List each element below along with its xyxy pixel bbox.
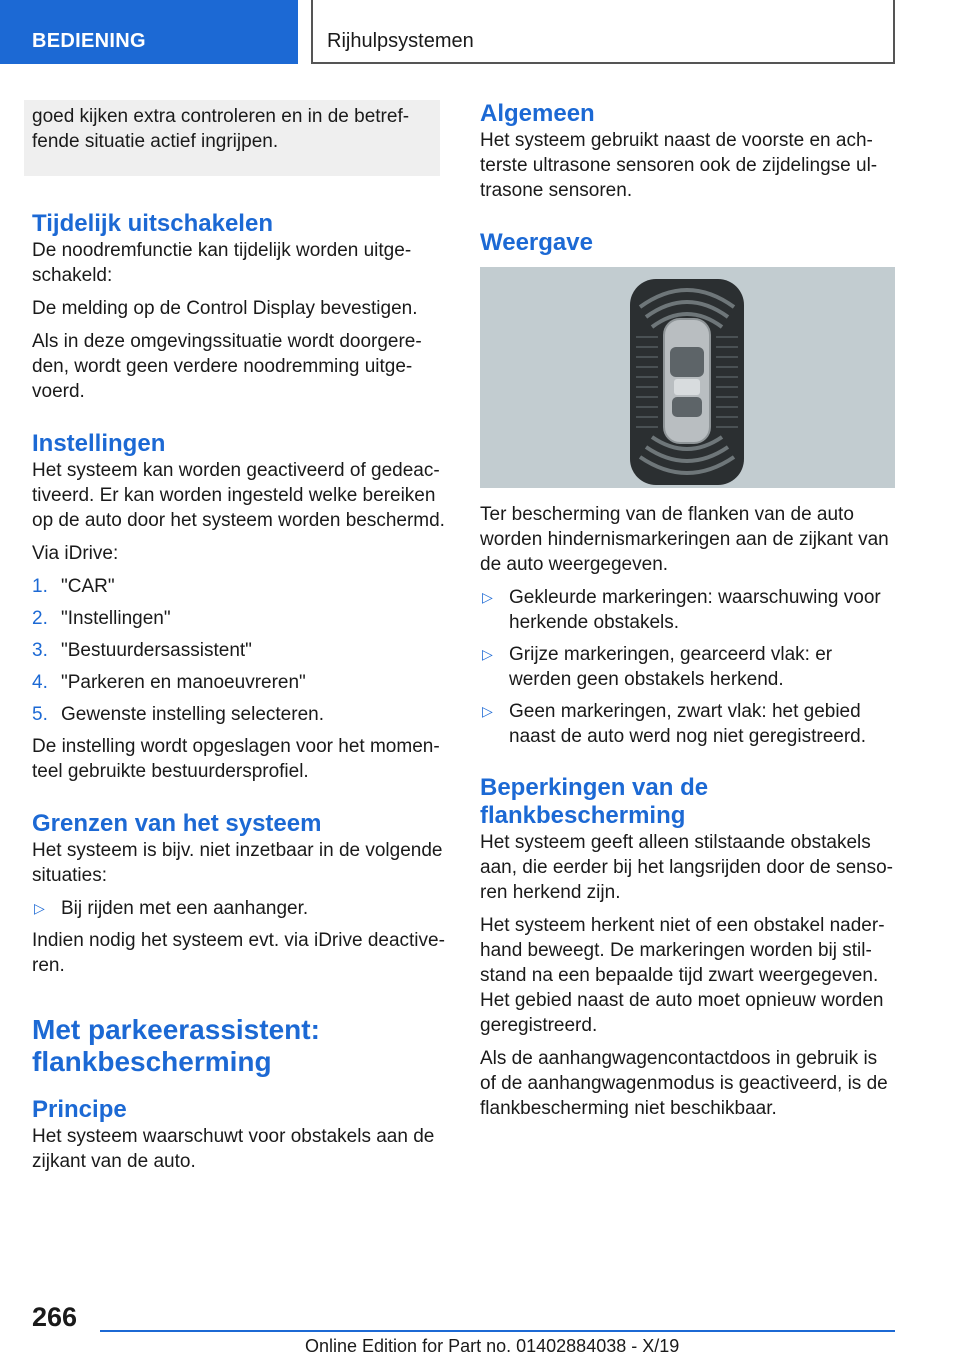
paragraph: De noodremfunctie kan tijdelijk worden uitgeschakeld: bbox=[32, 240, 412, 286]
paragraph: Ter bescherming van de flanken van de auto worden hindernismarkeringen aan de zijkant van de auto weergegeven. bbox=[480, 504, 889, 575]
section-title: BEDIENING bbox=[32, 30, 146, 52]
paragraph: De instelling wordt opgeslagen voor het momenteel gebruikte bestuurdersprofiel. bbox=[32, 736, 440, 782]
steps-list bbox=[32, 574, 448, 727]
chapter-title: Rijhulpsystemen bbox=[327, 30, 474, 52]
step-number: 5. bbox=[32, 704, 48, 725]
step-text: "CAR" bbox=[61, 576, 115, 597]
heading-algemeen: Algemeen bbox=[480, 100, 595, 127]
triangle-bullet-icon: ▷ bbox=[482, 646, 493, 662]
bullet-text: Gekleurde markeringen: waarschuwing voor herkende obstakels. bbox=[509, 587, 881, 633]
step-number: 1. bbox=[32, 576, 48, 597]
paragraph: Het systeem geeft alleen stilstaande obstakels aan, die eerder bij het langsrijden door de sensoren herkend zijn. bbox=[480, 832, 893, 903]
section-tab bbox=[0, 0, 298, 64]
step-number: 4. bbox=[32, 672, 48, 693]
step-number: 2. bbox=[32, 608, 48, 629]
note-box: goed kijken extra controleren en in de betreffende situatie actief ingrijpen. bbox=[24, 100, 440, 176]
heading-weergave: Weergave bbox=[480, 229, 593, 256]
heading-principe: Principe bbox=[32, 1096, 127, 1123]
paragraph: Indien nodig het systeem evt. via iDrive deactiveren. bbox=[32, 930, 445, 976]
bullet-list bbox=[480, 585, 896, 749]
list-item bbox=[32, 670, 448, 695]
list-item bbox=[32, 896, 448, 921]
heading-instellingen: Instellingen bbox=[32, 430, 166, 457]
heading-parkeerassistent: Met parkeerassistent: flankbescherming bbox=[32, 1014, 320, 1077]
triangle-bullet-icon: ▷ bbox=[482, 703, 493, 719]
paragraph: Als in deze omgevingssituatie wordt doorgereden, wordt geen verdere noodremming uitgevoerd. bbox=[32, 331, 422, 402]
paragraph: Via iDrive: bbox=[32, 543, 119, 564]
step-number: 3. bbox=[32, 640, 48, 661]
paragraph: Het systeem waarschuwt voor obstakels aan de zijkant van de auto. bbox=[32, 1126, 435, 1172]
bullet-list bbox=[32, 896, 448, 921]
list-item bbox=[32, 702, 448, 727]
bullet-text: Grijze markeringen, gearceerd vlak: er werden geen obstakels herkend. bbox=[509, 644, 833, 690]
footer-edition: Online Edition for Part no. 01402884038 - X/19 bbox=[305, 1336, 680, 1356]
list-item bbox=[32, 606, 448, 631]
step-text: Gewenste instelling selecteren. bbox=[61, 704, 324, 725]
triangle-bullet-icon: ▷ bbox=[482, 589, 493, 605]
paragraph: Als de aanhangwagencontactdoos in gebruik is of de aanhangwagenmodus is geactiveerd, is de flankbescherming niet beschikbaar. bbox=[480, 1048, 888, 1119]
heading-grenzen: Grenzen van het systeem bbox=[32, 810, 322, 837]
paragraph: Het systeem herkent niet of een obstakel naderhand beweegt. De markeringen worden bij stilstand na een bepaalde tijd zwart weergegeven. Het gebied naast de auto moet opnieuw worden geregistreerd. bbox=[480, 915, 885, 1036]
triangle-bullet-icon: ▷ bbox=[34, 900, 45, 916]
step-text: "Instellingen" bbox=[61, 608, 171, 629]
list-item bbox=[480, 585, 896, 635]
left-column bbox=[32, 100, 448, 1182]
list-item bbox=[480, 642, 896, 692]
bullet-text: Geen markeringen, zwart vlak: het gebied naast de auto werd nog niet geregistreerd. bbox=[509, 701, 867, 747]
paragraph: Het systeem gebruikt naast de voorste en achterste ultrasone sensoren ook de zijdelingse ultrasone sensoren. bbox=[480, 130, 878, 201]
step-text: "Bestuurdersassistent" bbox=[61, 640, 252, 661]
heading-tijdelijk: Tijdelijk uitschakelen bbox=[32, 210, 273, 237]
parking-display-illustration bbox=[480, 267, 895, 488]
footer-divider bbox=[100, 1330, 895, 1332]
chapter-tab bbox=[311, 0, 895, 64]
step-text: "Parkeren en manoeuvreren" bbox=[61, 672, 306, 693]
paragraph: De melding op de Control Display bevestigen. bbox=[32, 298, 418, 319]
paragraph: Het systeem is bijv. niet inzetbaar in de volgende situaties: bbox=[32, 840, 443, 886]
heading-beperkingen: Beperkingen van de flankbescherming bbox=[480, 774, 709, 829]
right-column bbox=[480, 100, 896, 1129]
car-top-view-icon bbox=[480, 267, 895, 488]
paragraph: Het systeem kan worden geactiveerd of gedeactiveerd. Er kan worden ingesteld welke bereiken op de auto door het systeem worden beschermd. bbox=[32, 460, 445, 531]
list-item bbox=[480, 699, 896, 749]
list-item bbox=[32, 574, 448, 599]
page-number: 266 bbox=[32, 1302, 78, 1332]
list-item bbox=[32, 638, 448, 663]
bullet-text: Bij rijden met een aanhanger. bbox=[61, 898, 309, 919]
